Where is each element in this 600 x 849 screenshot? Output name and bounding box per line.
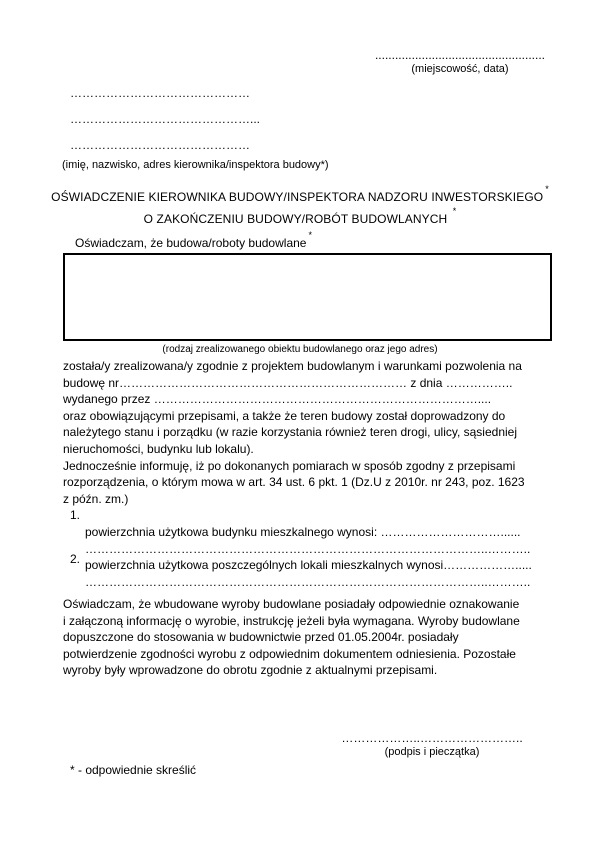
place-date-caption: (miejscowość, data)	[411, 63, 509, 75]
body-line: z późn. zm.)	[63, 491, 129, 506]
object-box-caption: (rodzaj zrealizowanego obiektu budowlanego oraz jego adres)	[162, 344, 438, 355]
signature-block	[332, 731, 532, 760]
body-line: wydanego przez ………………………………………………………………………....	[63, 392, 492, 407]
body-line: budowę nr……………………………………………………………… z dnia ……………..	[63, 375, 513, 390]
body-line: rozporządzenia, o którym mowa w art. 34 ust. 6 pkt. 1 (Dz.U z 2010r. nr 243, poz. 1623	[63, 475, 525, 490]
name-address-line-1: ………………………………………	[70, 86, 250, 100]
title-asterisk-1: *	[545, 184, 549, 194]
title-line-1-text: OŚWIADCZENIE KIEROWNIKA BUDOWY/INSPEKTORA NADZORU INWESTORSKIEGO	[51, 190, 544, 204]
name-address-line-3: ………………………………………	[70, 138, 250, 152]
body-line: nieruchomości, budynku lub lokalu).	[63, 441, 254, 456]
declaration-intro	[75, 230, 312, 250]
signature-line: ………………..……………………..	[341, 731, 523, 745]
body-line: należytego stanu i porządku (w razie korzystania również teren drogi, ulicy, sąsiedniej	[63, 425, 518, 440]
footnote: * - odpowiednie skreślić	[70, 763, 197, 777]
name-address-line-2: ………………………………………...	[70, 112, 261, 126]
place-date-line: ...................................................	[374, 48, 546, 62]
list-item-2-fill-line: ………………………………………………………………………………………..………..	[85, 574, 531, 589]
materials-paragraph	[63, 596, 563, 679]
body-line: Jednocześnie informuję, iż po dokonanych pomiarach w sposób zgodny z przepisami	[63, 458, 516, 473]
signature-caption: (podpis i pieczątka)	[384, 746, 480, 758]
title-asterisk-2: *	[452, 205, 457, 216]
body-line: oraz obowiązującymi przepisami, a także że teren budowy został doprowadzony do	[63, 408, 506, 423]
declaration-intro-text: Oświadczam, że budowa/roboty budowlane	[75, 236, 307, 250]
materials-line: potwierdzenie zgodności wyrobu z odpowiednim dokumentem odniesienia. Pozostałe	[63, 646, 516, 661]
place-date-block	[370, 48, 550, 77]
object-description-box	[63, 253, 552, 341]
body-paragraph	[63, 358, 563, 590]
list-item-2	[63, 552, 563, 574]
materials-line: dopuszczone do stosowania w budownictwie przed 01.05.2004r. posiadały	[63, 630, 459, 645]
materials-line: Oświadczam, że wbudowane wyroby budowlane posiadały odpowiednie oznakowanie	[63, 597, 520, 611]
title-line-2	[0, 207, 600, 229]
list-item-2-text: powierzchnia użytkowa poszczególnych lokali mieszkalnych wynosi……………….....	[85, 558, 532, 573]
list-item-2-number: 2.	[70, 552, 81, 567]
list-item-1-text: powierzchnia użytkowa budynku mieszkalnego wynosi: …………………………......	[85, 524, 521, 539]
name-address-block	[62, 80, 329, 172]
intro-asterisk: *	[308, 230, 312, 240]
materials-line: wyroby były wprowadzone do obrotu zgodnie z aktualnymi przepisami.	[63, 663, 438, 678]
title-line-1	[0, 185, 600, 207]
materials-line: i załączoną informację o wyrobie, instrukcję jeżeli była wymagana. Wyroby budowlane	[63, 613, 520, 628]
document-title	[0, 185, 600, 228]
body-line: została/y zrealizowana/y zgodnie z projektem budowlanym i warunkami pozwolenia na	[63, 359, 522, 373]
name-address-caption: (imię, nazwisko, adres kierownika/inspektora budowy*)	[62, 159, 329, 171]
list-item-1-fill-line: ………………………………………………………………………………………..………..	[85, 541, 531, 556]
title-line-2-text: O ZAKOŃCZENIU BUDOWY/ROBÓT BUDOWLANYCH	[143, 211, 448, 226]
list-item-1-number: 1.	[70, 508, 81, 523]
